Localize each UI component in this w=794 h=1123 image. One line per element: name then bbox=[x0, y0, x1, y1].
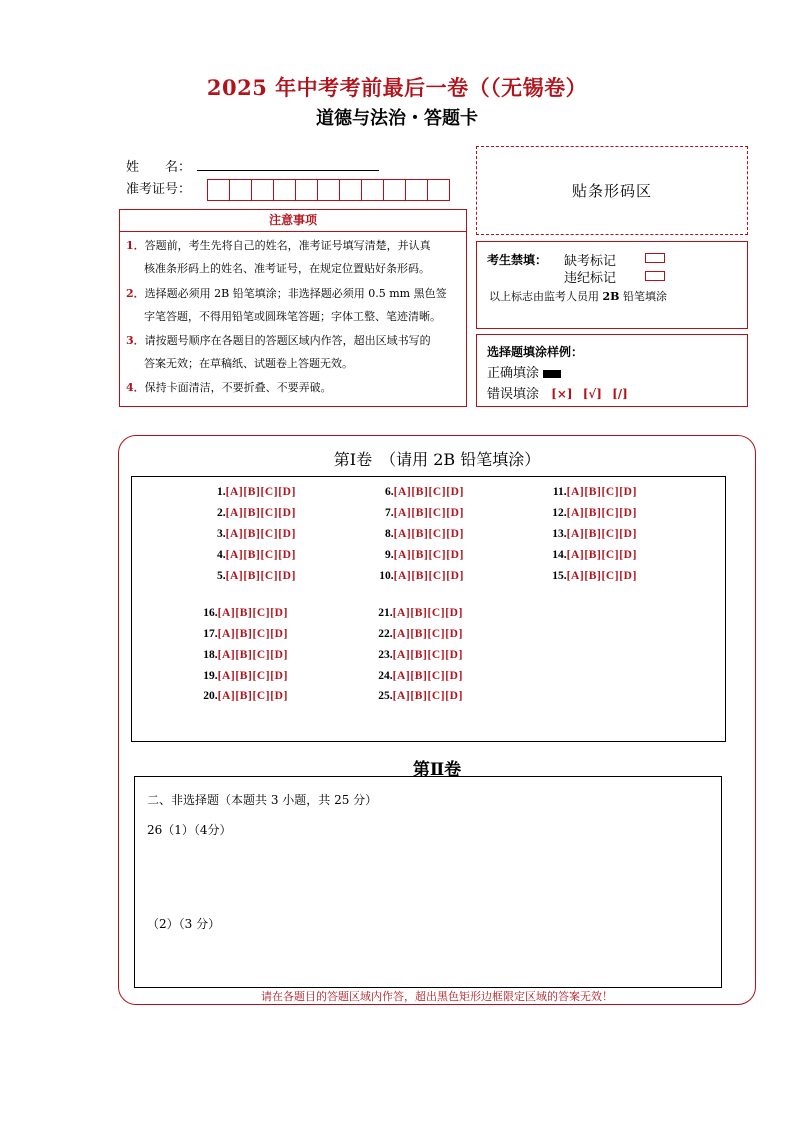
choice-question-row[interactable] bbox=[378, 649, 463, 661]
notice-item-text: 保持卡面清洁，不要折叠、不要弄破。 bbox=[144, 381, 332, 394]
free-answer-box[interactable] bbox=[134, 776, 722, 988]
choice-question-box bbox=[131, 476, 726, 742]
option-bubbles[interactable]: [A][B][C][D] bbox=[566, 528, 637, 540]
question-number: 5. bbox=[216, 570, 226, 582]
option-bubbles[interactable]: [A][B][C][D] bbox=[393, 528, 464, 540]
part2-title: 第Ⅱ卷 bbox=[412, 760, 462, 780]
question-number: 16. bbox=[203, 607, 218, 619]
notice-item-number: 3． bbox=[126, 334, 145, 347]
forbid-note-suffix: 铅笔填涂 bbox=[622, 290, 667, 303]
wrong-mark-slash: [/] bbox=[612, 387, 628, 401]
question-number: 7. bbox=[384, 507, 394, 519]
choice-question-row[interactable] bbox=[385, 507, 464, 519]
forbid-note-bold: 2B bbox=[602, 290, 620, 303]
notice-item-text: 选择题必须用 2B 铅笔填涂；非选择题必须用 0.5 mm 黑色签 bbox=[144, 287, 447, 300]
choice-question-row[interactable] bbox=[552, 570, 637, 582]
wrong-mark-check: [√] bbox=[582, 387, 602, 401]
question-26-1: 26（1）（4分） bbox=[147, 823, 232, 837]
choice-question-row[interactable] bbox=[378, 628, 463, 640]
page-title: 2025 年中考考前最后一卷（（无锡卷） bbox=[206, 75, 588, 100]
choice-question-row[interactable] bbox=[217, 507, 296, 519]
choice-question-row[interactable] bbox=[378, 690, 463, 702]
option-bubbles[interactable]: [A][B][C][D] bbox=[393, 486, 464, 498]
option-bubbles[interactable]: [A][B][C][D] bbox=[392, 628, 463, 640]
violation-mark-box[interactable] bbox=[645, 271, 665, 281]
violation-label: 违纪标记 bbox=[564, 271, 617, 286]
barcode-label: 贴条形码区 bbox=[571, 182, 652, 200]
choice-question-row[interactable] bbox=[203, 628, 288, 640]
choice-question-row[interactable] bbox=[552, 528, 637, 540]
id-digit-box[interactable] bbox=[317, 179, 340, 201]
notice-item-text: 答题前，考生先将自己的姓名，准考证号填写清楚，并认真 bbox=[144, 239, 431, 252]
question-number: 11. bbox=[552, 486, 567, 498]
id-digit-box[interactable] bbox=[207, 179, 230, 201]
notice-item-text-line2: 字笔答题，不得用铅笔或圆珠笔答题；字体工整、笔迹清晰。 bbox=[144, 310, 441, 323]
notice-item-text-line2: 答案无效；在草稿纸、试题卷上答题无效。 bbox=[144, 357, 353, 370]
id-digit-box[interactable] bbox=[427, 179, 450, 201]
question-number: 21. bbox=[378, 607, 393, 619]
choice-question-row[interactable] bbox=[217, 549, 296, 561]
notice-item-text: 请按题号顺序在各题目的答题区域内作答，超出区域书写的 bbox=[144, 334, 431, 347]
choice-question-row[interactable] bbox=[385, 528, 464, 540]
option-bubbles[interactable]: [A][B][C][D] bbox=[217, 670, 288, 682]
filled-mark-icon bbox=[543, 370, 561, 378]
option-bubbles[interactable]: [A][B][C][D] bbox=[392, 607, 463, 619]
option-bubbles[interactable]: [A][B][C][D] bbox=[225, 528, 296, 540]
option-bubbles[interactable]: [A][B][C][D] bbox=[393, 507, 464, 519]
option-bubbles[interactable]: [A][B][C][D] bbox=[225, 549, 296, 561]
question-number: 12. bbox=[552, 507, 567, 519]
choice-question-row[interactable] bbox=[217, 528, 296, 540]
wrong-label: 错误填涂 bbox=[487, 387, 540, 402]
question-number: 23. bbox=[378, 649, 393, 661]
choice-question-row[interactable] bbox=[553, 486, 637, 498]
forbid-note bbox=[489, 288, 667, 304]
option-bubbles[interactable]: [A][B][C][D] bbox=[566, 549, 637, 561]
option-bubbles[interactable]: [A][B][C][D] bbox=[217, 628, 288, 640]
wrong-mark-cross: [×] bbox=[551, 387, 573, 401]
question-number: 20. bbox=[203, 690, 218, 702]
examiner-only-panel bbox=[476, 241, 748, 329]
question-number: 4. bbox=[216, 549, 226, 561]
choice-question-row[interactable] bbox=[217, 486, 296, 498]
wrong-sample bbox=[487, 383, 628, 402]
notice-item bbox=[126, 329, 462, 375]
section-heading: 二、非选择题（本题共 3 小题，共 25 分） bbox=[147, 793, 378, 807]
footer-warning: 请在各题目的答题区域内作答，超出黑色矩形边框限定区域的答案无效！ bbox=[261, 990, 613, 1003]
fill-sample-panel bbox=[476, 334, 748, 407]
option-bubbles[interactable]: [A][B][C][D] bbox=[393, 570, 464, 582]
question-26-2: （2）（3 分） bbox=[147, 917, 221, 931]
part1-title: 第Ⅰ卷 （请用 2B 铅笔填涂） bbox=[333, 450, 541, 469]
question-number: 1. bbox=[216, 486, 226, 498]
choice-question-row[interactable] bbox=[552, 507, 637, 519]
question-number: 14. bbox=[552, 549, 567, 561]
question-number: 10. bbox=[379, 570, 394, 582]
sample-title: 选择题填涂样例： bbox=[487, 345, 584, 359]
option-bubbles[interactable]: [A][B][C][D] bbox=[393, 549, 464, 561]
option-bubbles[interactable]: [A][B][C][D] bbox=[217, 607, 288, 619]
choice-question-row[interactable] bbox=[203, 690, 288, 702]
id-digit-box[interactable] bbox=[405, 179, 428, 201]
notice-item-text-line2: 核准条形码上的姓名、准考证号，在规定位置贴好条形码。 bbox=[144, 262, 430, 275]
notice-item bbox=[126, 282, 462, 328]
option-bubbles[interactable]: [A][B][C][D] bbox=[392, 670, 463, 682]
forbid-label: 考生禁填： bbox=[487, 253, 548, 267]
question-number: 6. bbox=[384, 486, 394, 498]
question-number: 8. bbox=[384, 528, 394, 540]
question-number: 24. bbox=[378, 670, 393, 682]
choice-question-row[interactable] bbox=[203, 649, 288, 661]
choice-question-row[interactable] bbox=[378, 607, 463, 619]
option-bubbles[interactable]: [A][B][C][D] bbox=[225, 570, 296, 582]
choice-question-row[interactable] bbox=[552, 549, 637, 561]
notice-item bbox=[126, 376, 462, 399]
name-field[interactable] bbox=[197, 170, 379, 171]
forbid-note-prefix: 以上标志由监考人员用 bbox=[489, 290, 599, 303]
correct-sample bbox=[487, 362, 561, 381]
question-number: 2. bbox=[216, 507, 226, 519]
option-bubbles[interactable]: [A][B][C][D] bbox=[225, 486, 296, 498]
question-number: 13. bbox=[552, 528, 567, 540]
option-bubbles[interactable]: [A][B][C][D] bbox=[217, 649, 288, 661]
choice-question-row[interactable] bbox=[203, 607, 288, 619]
id-digit-box[interactable] bbox=[273, 179, 296, 201]
notice-title: 注意事项 bbox=[120, 210, 466, 232]
id-digit-box[interactable] bbox=[383, 179, 406, 201]
choice-question-row[interactable] bbox=[385, 486, 464, 498]
option-bubbles[interactable]: [A][B][C][D] bbox=[566, 570, 637, 582]
notice-item bbox=[126, 234, 462, 280]
page-subtitle: 道德与法治・答题卡 bbox=[316, 108, 478, 129]
id-digit-box[interactable] bbox=[295, 179, 318, 201]
notice-item-number: 4． bbox=[126, 381, 145, 394]
id-digit-box[interactable] bbox=[229, 179, 252, 201]
question-number: 15. bbox=[552, 570, 567, 582]
option-bubbles[interactable]: [A][B][C][D] bbox=[225, 507, 296, 519]
option-bubbles[interactable]: [A][B][C][D] bbox=[392, 649, 463, 661]
choice-question-row[interactable] bbox=[217, 570, 296, 582]
id-number-boxes[interactable] bbox=[208, 179, 450, 201]
option-bubbles[interactable]: [A][B][C][D] bbox=[566, 486, 637, 498]
notice-item-number: 1． bbox=[126, 239, 145, 252]
option-bubbles[interactable]: [A][B][C][D] bbox=[566, 507, 637, 519]
option-bubbles[interactable]: [A][B][C][D] bbox=[217, 690, 288, 702]
question-number: 18. bbox=[203, 649, 218, 661]
question-number: 9. bbox=[384, 549, 394, 561]
choice-question-row[interactable] bbox=[385, 549, 464, 561]
choice-question-row[interactable] bbox=[378, 670, 463, 682]
notice-item-number: 2． bbox=[126, 287, 145, 300]
choice-question-row[interactable] bbox=[379, 570, 464, 582]
question-number: 3. bbox=[216, 528, 226, 540]
question-number: 25. bbox=[378, 690, 393, 702]
question-number: 17. bbox=[203, 628, 218, 640]
option-bubbles[interactable]: [A][B][C][D] bbox=[392, 690, 463, 702]
correct-label: 正确填涂 bbox=[487, 366, 540, 381]
barcode-area bbox=[476, 146, 748, 235]
id-digit-box[interactable] bbox=[339, 179, 362, 201]
id-label: 准考证号： bbox=[126, 182, 192, 197]
question-number: 19. bbox=[203, 670, 218, 682]
question-number: 22. bbox=[378, 628, 393, 640]
absent-mark-box[interactable] bbox=[645, 253, 665, 263]
notice-panel bbox=[119, 209, 467, 407]
id-digit-box[interactable] bbox=[251, 179, 274, 201]
absent-label: 缺考标记 bbox=[564, 254, 617, 269]
choice-question-row[interactable] bbox=[203, 670, 288, 682]
id-digit-box[interactable] bbox=[361, 179, 384, 201]
name-label: 姓 名： bbox=[126, 160, 192, 175]
